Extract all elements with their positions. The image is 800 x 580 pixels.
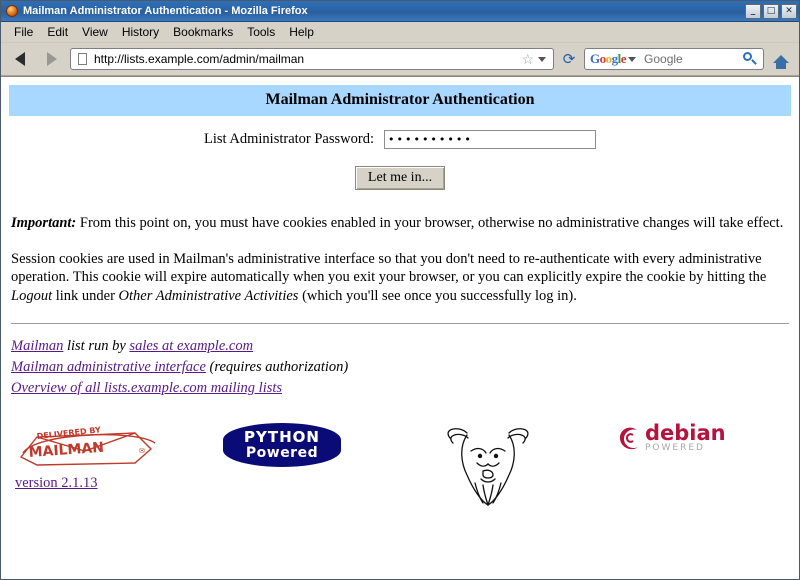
- menu-edit[interactable]: Edit: [47, 25, 69, 39]
- window-controls: [745, 4, 797, 19]
- search-bar[interactable]: [584, 48, 764, 70]
- menu-help[interactable]: Help: [289, 25, 314, 39]
- python-logo-line2: Powered: [245, 444, 319, 461]
- gnu-head-icon: [433, 423, 543, 509]
- important-paragraph: [11, 214, 789, 233]
- reload-button[interactable]: ⟳: [562, 50, 576, 68]
- menu-bar: [1, 22, 799, 43]
- page-icon: [76, 52, 90, 66]
- title-bar: [1, 1, 799, 22]
- let-me-in-button[interactable]: Let me in...: [355, 166, 445, 190]
- chevron-down-icon[interactable]: [538, 57, 546, 62]
- debian-logo[interactable]: [617, 423, 737, 453]
- overview-line: [11, 378, 789, 399]
- session-text-3: (which you'll see once you successfully log in).: [298, 287, 577, 304]
- menu-view[interactable]: View: [82, 25, 108, 39]
- arrow-right-icon: [47, 52, 57, 66]
- menu-bookmarks[interactable]: Bookmarks: [173, 25, 234, 39]
- mailman-logo-icon: [15, 423, 165, 469]
- back-button[interactable]: [6, 46, 34, 72]
- minimize-button[interactable]: _: [745, 4, 761, 19]
- search-input[interactable]: Google: [644, 52, 683, 66]
- mailman-admin-page: [1, 85, 799, 529]
- session-text-1: Session cookies are used in Mailman's administrative interface so that you don't need to re-authenticate with every administrative operation. This cookie will expire automatically when you exit your browser, or you can explicitly expire the cookie by hitting the: [11, 250, 767, 286]
- important-label: Important:: [11, 215, 77, 231]
- arrow-left-icon: [15, 52, 25, 66]
- password-input[interactable]: ••••••••••: [384, 130, 596, 149]
- logo-row: [1, 423, 799, 519]
- window-title: Mailman Administrator Authentication - Mozilla Firefox: [23, 5, 308, 17]
- mailman-link[interactable]: Mailman: [11, 338, 64, 355]
- search-engine-chevron-icon[interactable]: [628, 57, 636, 62]
- mailman-logo[interactable]: [15, 423, 165, 492]
- home-button[interactable]: [768, 47, 794, 71]
- requires-auth-text: (requires authorization): [205, 359, 349, 376]
- submit-row: [1, 166, 799, 190]
- search-icon[interactable]: [742, 51, 758, 67]
- footer-links: [11, 336, 789, 399]
- menu-history[interactable]: History: [121, 25, 160, 39]
- python-logo-line1: PYTHON: [244, 427, 320, 446]
- firefox-icon: [5, 4, 19, 18]
- page-viewport: [1, 76, 799, 579]
- debian-swirl-icon: [617, 423, 643, 453]
- admin-interface-line: [11, 357, 789, 378]
- url-bar[interactable]: [70, 48, 554, 70]
- navigation-toolbar: [1, 43, 799, 76]
- other-activities-emphasis: Other Administrative Activities: [118, 287, 299, 304]
- svg-text:✉: ✉: [139, 447, 145, 456]
- python-powered-logo[interactable]: [223, 423, 345, 467]
- mailman-runby-line: [11, 336, 789, 357]
- password-label: List Administrator Password:: [204, 131, 374, 147]
- page-title: Mailman Administrator Authentication: [9, 85, 791, 116]
- menu-file[interactable]: File: [14, 25, 34, 39]
- url-text: http://lists.example.com/admin/mailman: [94, 52, 305, 66]
- admin-interface-link[interactable]: Mailman administrative interface: [11, 359, 206, 376]
- maximize-button[interactable]: □: [763, 4, 779, 19]
- debian-name: debian: [645, 421, 726, 446]
- overview-link[interactable]: Overview of all lists.example.com mailing lists: [11, 380, 283, 397]
- forward-button[interactable]: [38, 46, 66, 72]
- admin-email-link[interactable]: sales at example.com: [129, 338, 254, 355]
- mailman-version-link[interactable]: version 2.1.13: [15, 475, 98, 492]
- important-text: From this point on, you must have cookies enabled in your browser, otherwise no administrative changes will take effect.: [76, 215, 784, 231]
- menu-tools[interactable]: Tools: [247, 25, 276, 39]
- svg-text:DELIVERED BY: DELIVERED BY: [36, 425, 102, 442]
- python-powered-icon: [223, 423, 341, 467]
- home-icon: [773, 55, 789, 63]
- run-by-text: list run by: [63, 338, 130, 355]
- gnu-logo[interactable]: [433, 423, 543, 514]
- session-paragraph: [11, 250, 789, 306]
- divider: [11, 323, 789, 324]
- password-row: [1, 130, 799, 149]
- session-text-2: link under: [52, 287, 119, 304]
- google-logo-icon: Google: [590, 51, 627, 66]
- close-button[interactable]: ✕: [781, 4, 797, 19]
- debian-powered-text: POWERED: [645, 443, 705, 454]
- bookmark-star-icon[interactable]: ☆: [521, 50, 534, 67]
- logout-emphasis: Logout: [11, 287, 53, 304]
- svg-text:MAILMAN: MAILMAN: [28, 440, 105, 462]
